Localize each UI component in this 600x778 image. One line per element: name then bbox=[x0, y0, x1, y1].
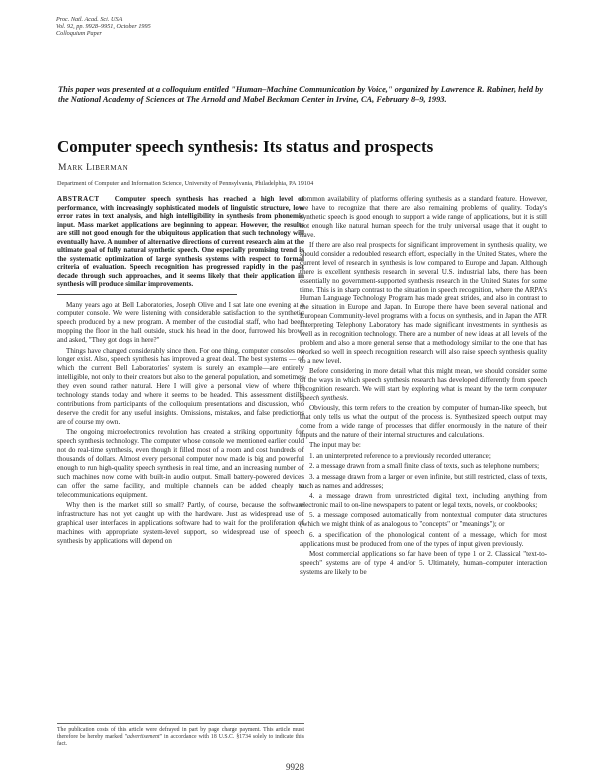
footnote-text: The publication costs of this article were defrayed in part by page charge payment. This article must therefore be hereby marked "advertisement" in accordance with 18 U.S.C. §1734 solely to indicate this fact. bbox=[57, 727, 304, 747]
author-name: Mark Liberman bbox=[58, 163, 129, 173]
body-paragraph: Things have changed considerably since then. For one thing, computer consoles no longer exist. Also, speech synthesis has improved a great deal. The best systems — of which the current Bell Laboratories' system is surely an example—are entirely intelligible, not only to their creators but also to the general population, and sometimes they even sound rather natural. Here I will give a personal view of where this technology stands today and where it seems to be headed. This assessment distills contributions from participants of the colloquium presentations and discussion, who deserve the credit for any useful insights. Omissions, mistakes, and false predictions are of course my own. bbox=[57, 346, 304, 426]
journal-name: Proc. Natl. Acad. Sci. USA bbox=[56, 16, 123, 23]
body-paragraph: If there are also real prospects for significant improvement in synthesis quality, we should consider a redoubled research effort, especially in the United States, where the current level of research in synthesis is low compared to Europe and Japan. Although there is excellent synthesis research in several U.S. industrial labs, there has been essentially no government-supported synthesis research in the United States for some time. This is in sharp contrast to the situation in speech recognition, where the ARPA's Human Language Technology Program has made great strides, and also in contrast to the situation in Europe and Japan. In Europe there have been several national and European Community-level programs with a focus on synthesis, and in Japan the ATR Interpreting Telephony Laboratory has made significant investments in synthesis as well as in recognition technology. There are a number of new ideas at all levels of the problem and also a more general sense that a methodology similar to the one that has worked so well in speech recognition research will also raise speech synthesis quality to a new level. bbox=[300, 241, 547, 365]
input-list-item: 4. a message drawn from unrestricted digital text, including anything from electronic mail to on-line newspapers to patent or legal texts, novels, or cookbooks; bbox=[300, 492, 547, 509]
body-paragraph: Many years ago at Bell Laboratories, Joseph Olive and I sat late one evening at a computer console. We were listening with considerable satisfaction to the synthetic speech produced by a new program. A member of the custodial staff, who had been mopping the floor in the hall outside, stuck his head in the door, furrowed his brow, and asked, "They got dogs in here?" bbox=[57, 300, 304, 345]
defined-term: computer speech synthesis. bbox=[300, 385, 547, 402]
journal-header bbox=[56, 16, 151, 38]
abstract-text: Computer speech synthesis has reached a high level of performance, with increasingly sophisticated models of linguistic structure, low error rates in text analysis, and high intelligibility in synthesis from phonemic input. Mass market applications are beginning to appear. However, the results are still not good enough for the ubiquitous application that such technology will eventually have. A number of alternative directions of current research aim at the ultimate goal of fully natural synthetic speech. One especially promising trend is the systematic optimization of large synthesis systems with respect to formal criteria of evaluation. Speech recognition has progressed rapidly in the past decade through such approaches, and it seems likely that their application in synthesis will produce similar improvements. bbox=[57, 195, 304, 288]
paper-title: Computer speech synthesis: Its status and prospects bbox=[57, 137, 434, 156]
input-list-item: 2. a message drawn from a small finite class of texts, such as telephone numbers; bbox=[309, 462, 540, 471]
footnote bbox=[57, 723, 304, 748]
input-list-item: 6. a specification of the phonological content of a message, which for most applications must be produced from one of the types of input given previously. bbox=[300, 530, 547, 548]
body-paragraph: Why then is the market still so small? Partly, of course, because the software infrastructure has not yet caught up with the hardware. Just as widespread use of graphical user interfaces in applications software had to wait for the proliferation of machines with appropriate system-level support, so widespread use of speech synthesis by applications will depend on bbox=[57, 500, 304, 545]
body-paragraph: Most commercial applications so far have been of type 1 or 2. Classical "text-to-speech" systems are of type 4 and/or 5. Ultimately, human–computer interaction systems are likely to be bbox=[300, 549, 547, 576]
input-list-item: 5. a message composed automatically from nontextual computer data structures (which we might think of as analogous to "concepts" or "meanings"); or bbox=[300, 511, 547, 529]
section-label: Colloquium Paper bbox=[56, 30, 102, 38]
left-column bbox=[57, 195, 304, 547]
right-column bbox=[300, 195, 547, 578]
abstract bbox=[57, 195, 304, 289]
abstract-label: ABSTRACT bbox=[57, 195, 100, 203]
input-list-item: 1. an uninterpreted reference to a previously recorded utterance; bbox=[309, 451, 491, 460]
body-paragraph: Obviously, this term refers to the creation by computer of human-like speech, but that only tells us what the output of the process is. Synthesized speech output may come from a wide range of processes that differ enormously in the nature of their inputs and the nature of their internal structures and calculations. bbox=[300, 404, 547, 440]
abstract-divider bbox=[57, 294, 237, 295]
before-para-lead: Before considering in more detail what this might mean, we should consider some of the ways in which speech synthesis research has developed differently from speech recognition research. We will start by exploring what is meant by the term bbox=[300, 367, 547, 394]
body-paragraph: common availability of platforms offering synthesis as a standard feature. However, we have to recognize that there are also remaining problems of quality. Today's synthetic speech is good enough to support a wide range of applications, but it is still not enough like natural human speech for the truly universal usage that it ought to have. bbox=[300, 195, 547, 239]
input-list-item: 3. a message drawn from a larger or even infinite, but still restricted, class of texts, such as names and addresses; bbox=[300, 472, 547, 490]
colloquium-note: This paper was presented at a colloquium entitled "Human–Machine Communication by Voice," organized by Lawrence R. Rabiner, held by the National Academy of Sciences at The Arnold and Mabel Beckman Center in Irvine, CA, February 8–9, 1993. bbox=[58, 85, 544, 105]
author-affiliation: Department of Computer and Information Science, University of Pennsylvania, Philadelphia, PA 19104 bbox=[57, 180, 314, 187]
input-intro: The input may be: bbox=[309, 441, 361, 450]
body-paragraph bbox=[300, 367, 547, 403]
footnote-divider bbox=[57, 723, 304, 724]
footnote-emphasis: "advertisement" bbox=[124, 734, 162, 740]
journal-volume: Vol. 92, pp. 9928–9951, October 1995 bbox=[56, 23, 151, 31]
body-paragraph: The ongoing microelectronics revolution has created a striking opportunity for speech synthesis technology. The computer whose console we mentioned earlier could not do real-time synthesis, even though it filled most of a room and cost hundreds of thousands of dollars. Almost every personal computer now made is big and powerful enough to run high-quality speech synthesis in real time, and an increasing number of such machines now come with built-in audio output. Small battery-powered devices can offer the same facility, and multiple channels can be added cheaply to telecommunications equipment. bbox=[57, 428, 304, 499]
page-number: 9928 bbox=[286, 762, 304, 772]
